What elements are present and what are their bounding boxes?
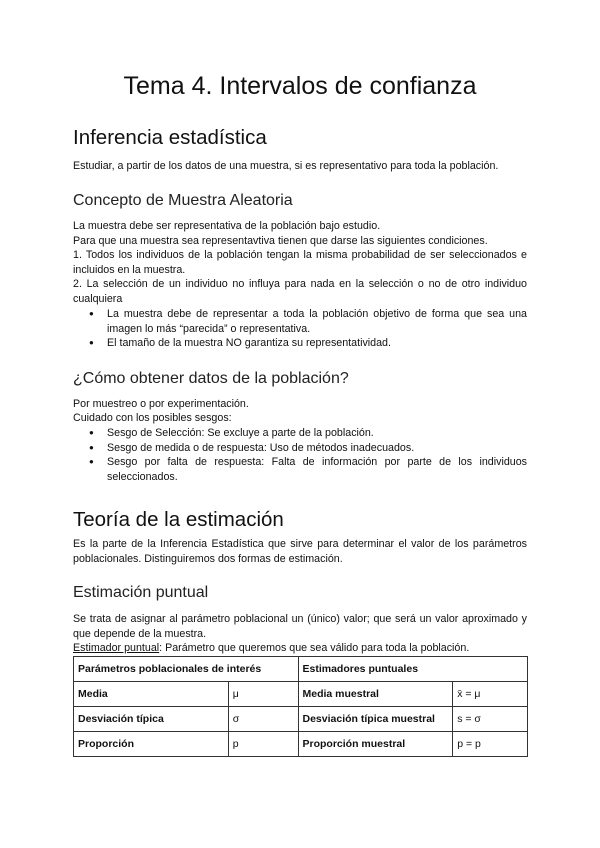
estimators-table [73,656,528,757]
definition-text: : Parámetro que queremos que sea válido para toda la población. [159,642,470,654]
paragraph-teoria: Es la parte de la Inferencia Estadística que sirve para determinar el valor de los parámetros poblacionales. Distinguiremos dos formas de estimación. [73,538,527,565]
list-item: ● La muestra debe de representar a toda la población objetivo de forma que sea una imagen lo más “parecida” o representativa. [73,307,527,336]
condition-1: 1. Todos los individuos de la población tengan la misma probabilidad de ser seleccionados e incluidos en la muestra. [73,249,527,276]
heading-muestra-aleatoria: Concepto de Muestra Aleatoria [73,192,293,209]
heading-estimacion-puntual: Estimación puntual [73,584,209,601]
list-item: ● El tamaño de la muestra NO garantiza su representatividad. [73,336,527,351]
paragraph-estimacion: Se trata de asignar al parámetro poblacional un (único) valor; que será un valor aproximado y que depende de la muestra. [73,613,527,640]
list-item: ● Sesgo de medida o de respuesta: Uso de métodos inadecuados. [73,441,527,456]
heading-inferencia: Inferencia estadística [73,126,267,149]
list-item: ● Sesgo por falta de respuesta: Falta de información por parte de los individuos seleccionados. [73,455,527,484]
muestra-bullet-list [73,307,527,351]
sesgos-bullet-list [73,426,527,484]
estimate-cell: x̄ = μ [453,682,528,707]
estimador-definition [73,641,527,656]
paragraph-inferencia: Estudiar, a partir de los datos de una muestra, si es representativo para toda la población. [73,160,499,172]
header-estimadores: Estimadores puntuales [298,657,528,682]
page-title: Tema 4. Intervalos de confianza [123,72,477,100]
table-row [74,707,528,732]
table-row [74,732,528,757]
symbol-cell: σ [228,707,298,732]
param-cell: Media [74,682,229,707]
table-header-row [74,657,528,682]
estimate-cell: s = σ [453,707,528,732]
estimate-cell: p = p [453,732,528,757]
paragraph-muestra-1: La muestra debe ser representativa de la población bajo estudio. [73,220,381,232]
heading-teoria-estimacion: Teoría de la estimación [73,508,284,531]
list-item: ● Sesgo de Selección: Se excluye a parte de la población. [73,426,527,441]
symbol-cell: μ [228,682,298,707]
paragraph-datos-2: Cuidado con los posibles sesgos: [73,412,232,424]
param-cell: Proporción [74,732,229,757]
definition-term: Estimador puntual [73,642,160,654]
estimator-cell: Proporción muestral [298,732,453,757]
estimator-cell: Media muestral [298,682,453,707]
symbol-cell: p [228,732,298,757]
condition-2: 2. La selección de un individuo no influya para nada en la selección o no de otro individuo cualquiera [73,278,527,305]
heading-obtener-datos: ¿Cómo obtener datos de la población? [73,370,349,387]
paragraph-muestra-2: Para que una muestra sea representavtiva tienen que darse las siguientes condiciones. [73,235,488,247]
param-cell: Desviación típica [74,707,229,732]
header-parametros: Parámetros poblacionales de interés [74,657,299,682]
estimator-cell: Desviación típica muestral [298,707,453,732]
table-row [74,682,528,707]
paragraph-datos-1: Por muestreo o por experimentación. [73,398,249,410]
